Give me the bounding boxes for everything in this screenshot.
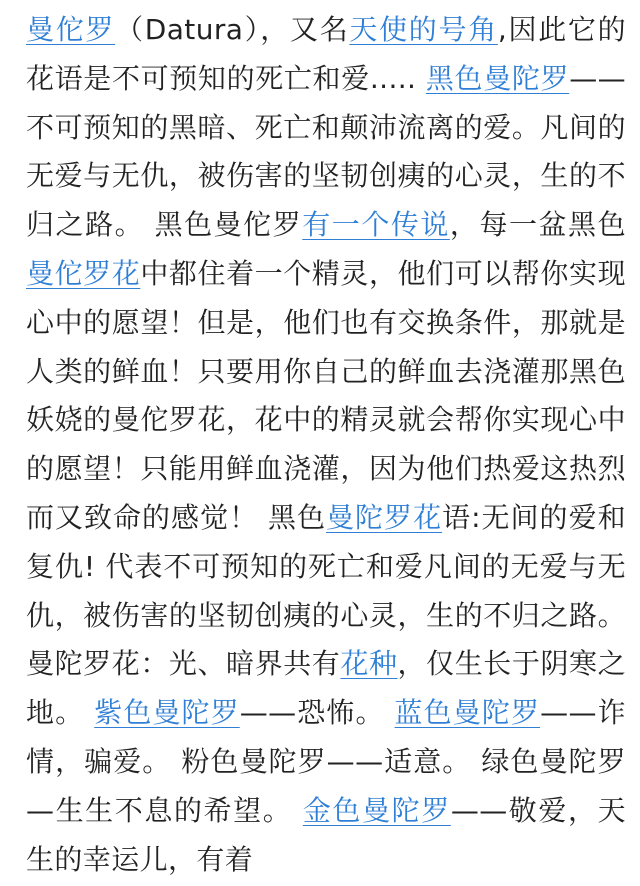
- text-segment: （Datura），又名: [115, 13, 350, 46]
- text-segment: ——恐怖。: [239, 696, 395, 730]
- text-segment: ——敬爱，天生的幸运儿，有着: [26, 793, 626, 876]
- link-black-datura[interactable]: 黑色曼陀罗: [425, 61, 570, 95]
- link-blue-datura[interactable]: 蓝色曼陀罗: [394, 696, 541, 730]
- text-segment: ——诈情，骗爱。 粉色曼陀罗——适意。 绿色曼陀罗—生生不息的希望。: [26, 696, 626, 827]
- text-segment: 语:无间的爱和复仇! 代表不可预知的死亡和爱凡间的无爱与无仇，被伤害的坚韧创痍的心灵，生的不归之路。 曼陀罗花：光、暗界共有: [26, 500, 626, 681]
- link-gold-datura[interactable]: 金色曼陀罗: [302, 793, 451, 827]
- text-segment: ，每一盆黑色: [449, 208, 626, 242]
- text-segment: ,因此它的花语是不可预知的死亡和爱.....: [26, 13, 626, 95]
- link-purple-datura[interactable]: 紫色曼陀罗: [94, 696, 240, 730]
- link-datura[interactable]: 曼佗罗: [26, 13, 116, 46]
- text-segment: ，仅生长于阴寒之地。: [26, 647, 627, 730]
- link-angels-trumpet[interactable]: 天使的号角: [349, 13, 498, 46]
- text-segment: ——不可预知的黑暗、死亡和颠沛流离的爱。凡间的无爱与无仇，被伤害的坚韧创痍的心灵，生的不归之路。 黑色曼佗罗: [26, 61, 626, 242]
- link-flower-species[interactable]: 花种: [340, 647, 398, 681]
- link-datura-flower-2[interactable]: 曼陀罗花: [326, 500, 443, 534]
- text-segment: 中都住着一个精灵，他们可以帮你实现心中的愿望！但是，他们也有交换条件，那就是人类的鲜血！只要用你自己的鲜血去浇灌那黑色妖娆的曼佗罗花，花中的精灵就会帮你实现心中的愿望！只能用鲜血浇灌，因为他们热爱这热烈而又致命的感觉！ 黑色: [26, 256, 626, 534]
- link-legend[interactable]: 有一个传说: [302, 208, 450, 242]
- link-datura-flower[interactable]: 曼佗罗花: [26, 256, 141, 290]
